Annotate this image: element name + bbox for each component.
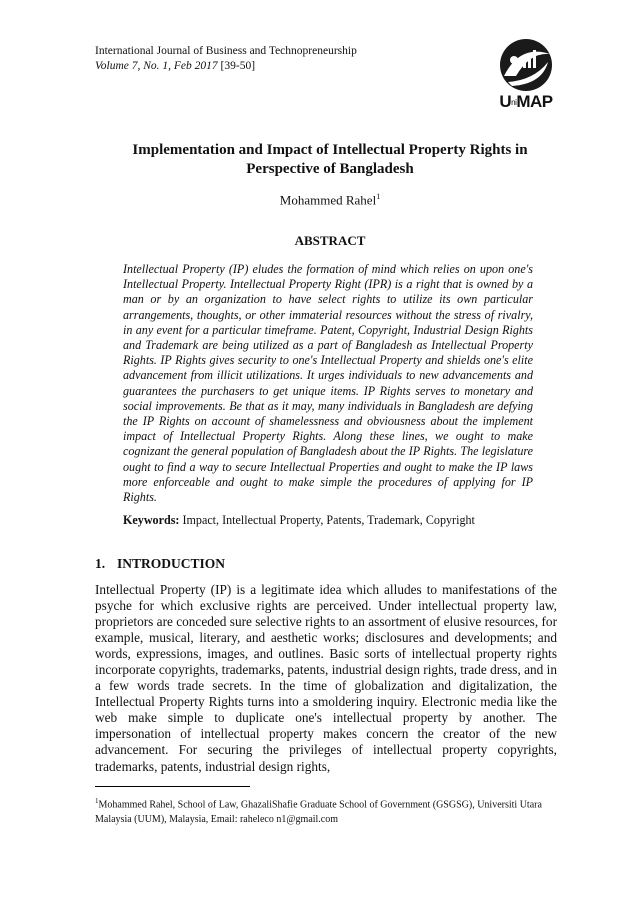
abstract-text: Intellectual Property (IP) eludes the formation of mind which relies on upon one's Intellectual Property. Intellectual Property Right (IPR) is a right that is owned by a man or by an organization to have select rights to utilize its own particular arrangements, thoughts, or other immaterial resources without the stress of rivalry, in any event for a particular timeframe. Patent, Copyright, Industrial Design Rights and Trademark are being utilized as a part of Bangladesh as Intellectual Property Rights. IP Rights gives security to one's Intellectual Property and shields one's elite advancement from illicit utilizations. It urges individuals to new advancements and guarantees the purchasers to get unique items. IP Rights serves to monetary and social improvements. Be that as it may, many individuals in Bangladesh are defying the IP Rights on account of shamelessness and obviousness about the implement impact of Intellectual Property Rights. Along these lines, we ought to make cognizant the general population of Bangladesh about the IP Rights. The legislature ought to find a way to secure Intellectual Properties and ought to make the IP laws more enforceable and ought to make simple the procedures of applying for IP Rights.: [123, 262, 533, 505]
footnote-rule: [95, 786, 250, 787]
footnote-mark: 1: [95, 797, 99, 805]
introduction-text: Intellectual Property (IP) is a legitimate idea which alludes to manifestations of the psyche for which exclusive rights are perceived. Under intellectual property law, proprietors are conceded sure selective rights to an assortment of elusive resources, for example, musical, literary, and aesthetic works; disclosures and developments; and words, expressions, images, and outlines. Basic sorts of intellectual property rights incorporate copyrights, trademarks, patents, industrial design rights, trade dress, and in a few words trade secrets. In the time of globalization and digitalization, the Intellectual Property Rights turns into a smoldering inquiry. Electronic media like the web make simple to duplicate one's intellectual property by another. The impersonation of intellectual property makes concern the creator of the new advancement. For securing the privileges of intellectual property copyrights, trademarks, patents, industrial design rights,: [95, 582, 557, 774]
section-number: 1.: [95, 556, 106, 571]
author-footnote-mark: 1: [376, 192, 381, 201]
unimap-logo: [490, 36, 562, 126]
keywords: [123, 513, 543, 528]
paper-title: Implementation and Impact of Intellectual Property Rights in Perspective of Bangladesh: [132, 142, 528, 177]
journal-name: International Journal of Business and Technopreneurship: [95, 45, 357, 57]
section-heading-introduction: 1. INTRODUCTION: [95, 556, 226, 571]
abstract-heading: ABSTRACT: [294, 233, 366, 248]
journal-pages: [39-50]: [220, 60, 256, 72]
keywords-label: Keywords:: [123, 513, 180, 527]
journal-header: [95, 44, 357, 74]
paper-author: Mohammed Rahel$^1$: [279, 192, 381, 208]
unimap-emblem-icon: [490, 36, 562, 94]
unimap-logo-text: UniMAP: [499, 92, 553, 111]
journal-volume: Volume 7, No. 1, Feb 2017: [95, 60, 218, 72]
footnote: $^1$Mohammed Rahel, School of Law, GhazaliShafie Graduate School of Government (GSGSG), Universiti Utara Malaysia (UUM), Malaysia, Email: raheleco n1@gmail.com: [95, 797, 542, 826]
keywords-text: Impact, Intellectual Property, Patents, Trademark, Copyright: [182, 513, 475, 527]
